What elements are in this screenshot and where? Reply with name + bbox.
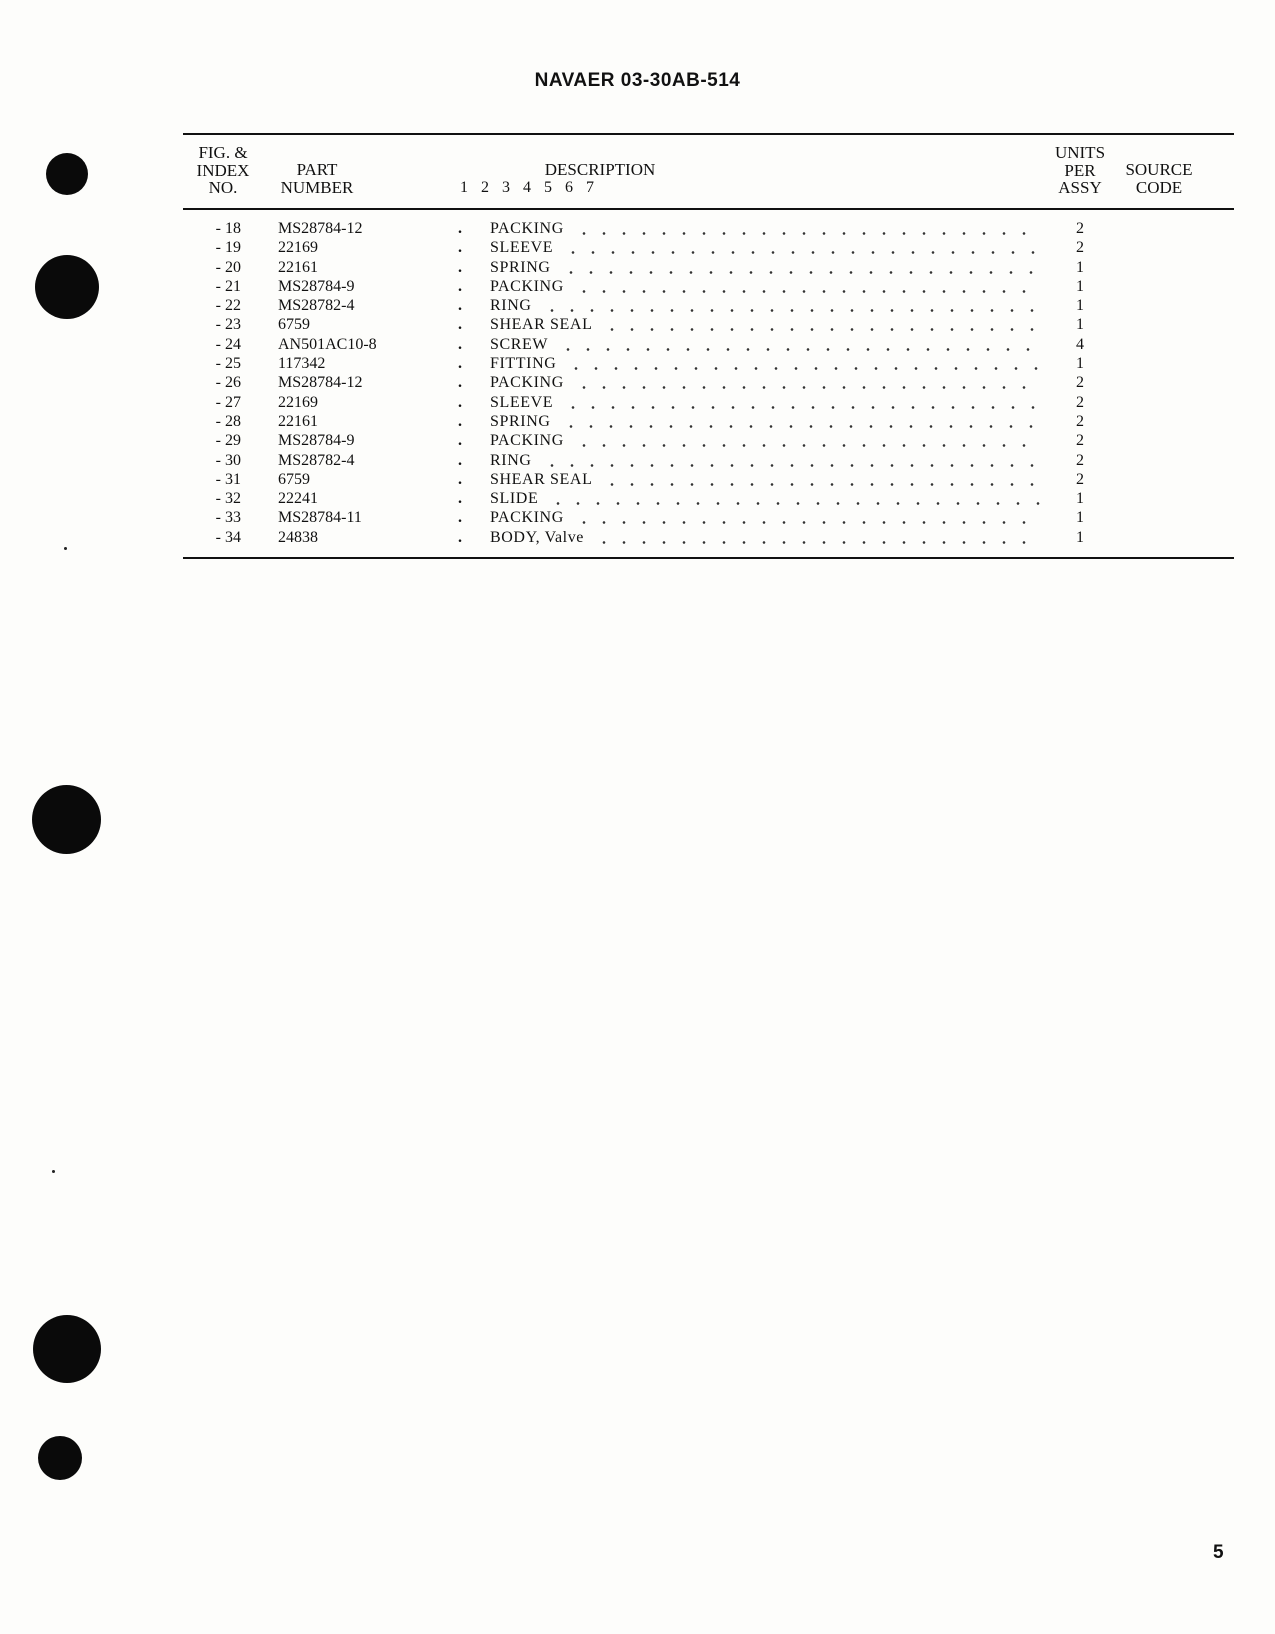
index-number: - 27: [215, 393, 241, 411]
dot-leader: [542, 296, 1040, 315]
index-number: - 20: [215, 258, 241, 276]
description: PACKING: [490, 277, 564, 295]
indent-dot: .: [458, 316, 462, 334]
table-row: [0, 451, 1275, 470]
binder-hole-1: [46, 153, 88, 195]
table-row: [0, 431, 1275, 450]
index-number: - 23: [215, 316, 241, 334]
table-row: [0, 258, 1275, 277]
table-row: [0, 315, 1275, 334]
part-number: 22161: [278, 412, 318, 430]
table-row: [0, 470, 1275, 489]
description: SHEAR SEAL: [490, 316, 593, 334]
indent-dot: .: [458, 470, 462, 488]
indent-dot: .: [458, 355, 462, 373]
units-per-assy: 1: [1076, 297, 1084, 315]
dot-leader: [566, 354, 1040, 373]
dot-leader: [574, 277, 1040, 296]
description: SHEAR SEAL: [490, 470, 593, 488]
header-source-code: SOURCE CODE: [1125, 160, 1193, 197]
part-number: MS28784-12: [278, 374, 363, 392]
dot-leader: [548, 489, 1040, 508]
table-row: [0, 528, 1275, 547]
part-number: 6759: [278, 316, 310, 334]
dot-leader: [563, 393, 1040, 412]
description: RING: [490, 451, 532, 469]
header-fig-index: FIG. & INDEX NO.: [196, 143, 250, 197]
part-number: MS28784-9: [278, 277, 355, 295]
dot-leader: [558, 335, 1040, 354]
indent-dot: .: [458, 374, 462, 392]
index-number: - 24: [215, 335, 241, 353]
dot-leader: [574, 219, 1040, 238]
indent-dot: .: [458, 432, 462, 450]
table-row: [0, 489, 1275, 508]
units-per-assy: 2: [1076, 220, 1084, 237]
description: PACKING: [490, 432, 564, 450]
header-indent-levels: 1 2 3 4 5 6 7: [460, 179, 594, 196]
page-number: 5: [1213, 1542, 1224, 1563]
table-row: [0, 373, 1275, 392]
description: SLEEVE: [490, 239, 554, 257]
indent-dot: .: [458, 490, 462, 508]
dot-leader: [574, 373, 1040, 392]
units-per-assy: 2: [1076, 412, 1084, 430]
description: SLIDE: [490, 490, 539, 508]
dot-leader: [574, 508, 1040, 527]
units-per-assy: 1: [1076, 509, 1084, 527]
dot-leader: [561, 258, 1040, 277]
index-number: - 28: [215, 412, 241, 430]
indent-dot: .: [458, 297, 462, 315]
table-row: [0, 508, 1275, 527]
index-number: - 30: [215, 451, 241, 469]
indent-dot: .: [458, 277, 462, 295]
index-number: - 26: [215, 374, 241, 392]
units-per-assy: 2: [1076, 432, 1084, 450]
table-row: [0, 354, 1275, 373]
table-row: [0, 412, 1275, 431]
description: SPRING: [490, 258, 551, 276]
table-header-rule: [183, 208, 1234, 210]
part-number: MS28782-4: [278, 297, 355, 315]
part-number: 22241: [278, 490, 318, 508]
description: PACKING: [490, 220, 564, 237]
description: SLEEVE: [490, 393, 554, 411]
part-number: MS28782-4: [278, 451, 355, 469]
part-number: MS28784-9: [278, 432, 355, 450]
indent-dot: .: [458, 393, 462, 411]
table-row: [0, 277, 1275, 296]
units-per-assy: 2: [1076, 239, 1084, 257]
indent-dot: .: [458, 335, 462, 353]
dot-leader: [602, 315, 1040, 334]
units-per-assy: 2: [1076, 374, 1084, 392]
dot-leader: [542, 451, 1040, 470]
scan-speck: [52, 1170, 55, 1173]
units-per-assy: 1: [1076, 277, 1084, 295]
scan-speck: [64, 547, 67, 550]
header-units-per-assy: UNITS PER ASSY: [1054, 143, 1106, 197]
table-row: [0, 238, 1275, 257]
binder-hole-3: [32, 785, 101, 854]
document-number: NAVAER 03-30AB-514: [534, 70, 741, 91]
index-number: - 21: [215, 277, 241, 295]
description: SPRING: [490, 412, 551, 430]
index-number: - 29: [215, 432, 241, 450]
index-number: - 25: [215, 355, 241, 373]
description: PACKING: [490, 374, 564, 392]
index-number: - 18: [215, 220, 241, 237]
indent-dot: .: [458, 239, 462, 257]
description: FITTING: [490, 355, 557, 373]
header-part-number: PART NUMBER: [280, 160, 354, 197]
part-number: 117342: [278, 355, 326, 373]
table-bottom-rule: [183, 557, 1234, 559]
header-description: DESCRIPTION: [544, 160, 656, 179]
index-number: - 32: [215, 490, 241, 508]
description: RING: [490, 297, 532, 315]
description: BODY, Valve: [490, 528, 585, 546]
table-top-rule: [183, 133, 1234, 135]
units-per-assy: 1: [1076, 316, 1084, 334]
index-number: - 19: [215, 239, 241, 257]
dot-leader: [563, 238, 1040, 257]
part-number: MS28784-11: [278, 509, 362, 527]
table-row: [0, 335, 1275, 354]
table-row: [0, 296, 1275, 315]
indent-dot: .: [458, 528, 462, 546]
index-number: - 22: [215, 297, 241, 315]
units-per-assy: 1: [1076, 528, 1084, 546]
part-number: 24838: [278, 528, 318, 546]
dot-leader: [602, 470, 1040, 489]
part-number: 6759: [278, 470, 310, 488]
part-number: 22169: [278, 239, 318, 257]
dot-leader: [574, 431, 1040, 450]
dot-leader: [561, 412, 1040, 431]
indent-dot: .: [458, 509, 462, 527]
indent-dot: .: [458, 451, 462, 469]
units-per-assy: 1: [1076, 258, 1084, 276]
table-row: [0, 393, 1275, 412]
binder-hole-5: [38, 1436, 82, 1480]
indent-dot: .: [458, 220, 462, 237]
indent-dot: .: [458, 412, 462, 430]
parts-list: [0, 219, 1275, 547]
units-per-assy: 1: [1076, 490, 1084, 508]
description: PACKING: [490, 509, 564, 527]
index-number: - 33: [215, 509, 241, 527]
part-number: 22161: [278, 258, 318, 276]
units-per-assy: 2: [1076, 451, 1084, 469]
part-number: AN501AC10-8: [278, 335, 377, 353]
units-per-assy: 2: [1076, 470, 1084, 488]
dot-leader: [594, 528, 1040, 547]
description: SCREW: [490, 335, 549, 353]
indent-dot: .: [458, 258, 462, 276]
index-number: - 31: [215, 470, 241, 488]
units-per-assy: 4: [1076, 335, 1084, 353]
units-per-assy: 2: [1076, 393, 1084, 411]
table-row: [0, 219, 1275, 238]
binder-hole-4: [33, 1315, 101, 1383]
index-number: - 34: [215, 528, 241, 546]
part-number: 22169: [278, 393, 318, 411]
part-number: MS28784-12: [278, 220, 363, 237]
units-per-assy: 1: [1076, 355, 1084, 373]
